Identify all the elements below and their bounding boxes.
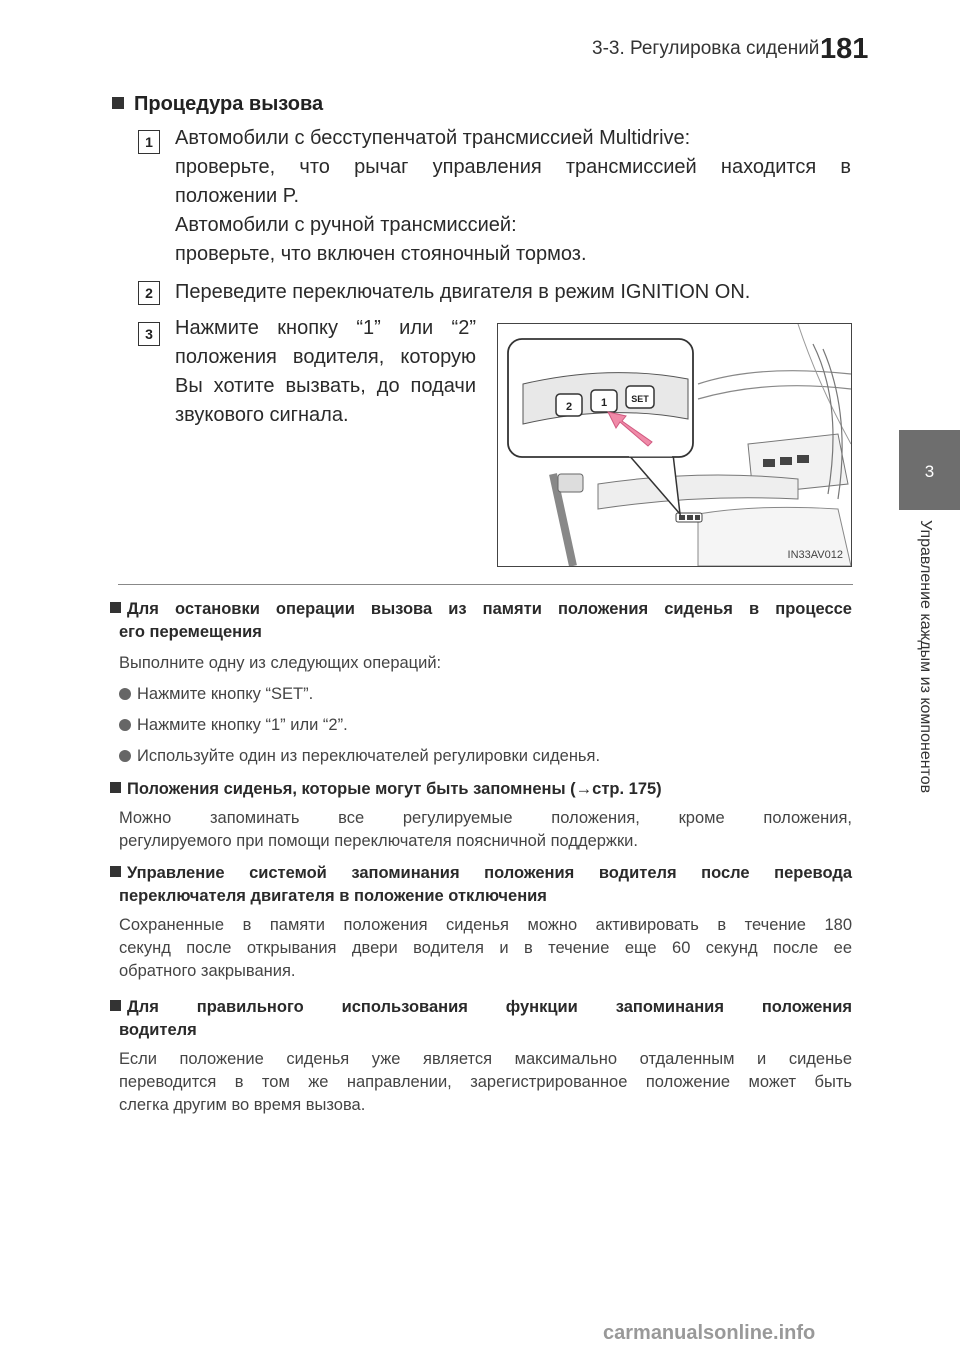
step-number-2: 2	[138, 281, 160, 305]
note-correct-use	[110, 996, 852, 1117]
chapter-title: Управление каждым из компонентов	[917, 520, 934, 794]
note-bullet: Нажмите кнопку “1” или “2”.	[110, 714, 852, 737]
chapter-number: 3	[924, 462, 935, 481]
step-3-line: Вы хотите вызвать, до подачи	[175, 375, 476, 397]
section-divider	[118, 584, 853, 585]
note-square-icon	[110, 782, 121, 793]
arrow-icon: →	[575, 780, 593, 798]
note-heading: его перемещения	[119, 623, 262, 641]
step-2-line: Переведите переключатель двигателя в режим IGNITION ON.	[175, 281, 751, 303]
step-1-text	[175, 124, 851, 269]
step-number-3: 3	[138, 322, 160, 346]
step-3-line: положения водителя, которую	[175, 346, 476, 368]
door-panel-drawing	[498, 324, 851, 566]
step-3-line: Нажмите кнопку “1” или “2”	[175, 317, 476, 339]
note-text: переводится в том же направлении, зарегистрированное положение может быть	[119, 1073, 852, 1091]
memory-button-set: SET	[631, 394, 649, 404]
step-1-line: Автомобили с ручной трансмиссией:	[175, 214, 517, 236]
note-text: регулируемого при помощи переключателя поясничной поддержки.	[119, 832, 638, 850]
memory-button-2: 2	[565, 401, 573, 413]
note-after-switch-off	[110, 862, 852, 983]
note-heading: переключателя двигателя в положение отключения	[119, 887, 547, 905]
step-number-1: 1	[138, 130, 160, 154]
illustration-code: IN33AV012	[787, 549, 843, 561]
note-text: обратного закрывания.	[119, 962, 296, 980]
page-number: 181	[820, 33, 869, 65]
bullet-icon	[119, 750, 131, 762]
step-1-line: проверьте, что рычаг управления трансмиссией находится в	[175, 156, 851, 178]
step-1-line: проверьте, что включен стояночный тормоз.	[175, 243, 587, 265]
step-1-line: Автомобили с бесступенчатой трансмиссией Multidrive:	[175, 127, 691, 149]
note-heading: Положения сиденья, которые могут быть запомнены (→стр. 175)	[110, 778, 852, 801]
procedure-title: Процедура вызова	[134, 93, 324, 115]
memory-button-1: 1	[600, 397, 608, 409]
note-square-icon	[110, 866, 121, 877]
note-text: слегка другим во время вызова.	[119, 1096, 366, 1114]
note-text: Сохраненные в памяти положения сиденья можно активировать в течение 180	[119, 916, 852, 934]
step-2-text	[175, 278, 851, 307]
note-heading: Управление системой запоминания положения водителя после перевода	[110, 862, 852, 885]
note-text: секунд после открывания двери водителя и в течение еще 60 секунд после ее	[119, 939, 852, 957]
note-heading: Для правильного использования функции запоминания положения	[110, 996, 852, 1019]
step-3-text	[175, 314, 476, 430]
section-title: 3-3. Регулировка сидений	[592, 38, 820, 59]
note-text: Выполните одну из следующих операций:	[119, 654, 442, 672]
note-bullet: Используйте один из переключателей регулировки сиденья.	[110, 745, 852, 768]
note-stop-recall	[110, 598, 852, 768]
watermark: carmanualsonline.info	[603, 1322, 816, 1344]
note-heading: Для остановки операции вызова из памяти положения сиденья в процессе	[110, 598, 852, 621]
bullet-icon	[119, 719, 131, 731]
note-square-icon	[110, 1000, 121, 1011]
note-square-icon	[110, 602, 121, 613]
bullet-icon	[119, 688, 131, 700]
memory-buttons-illustration	[497, 323, 852, 567]
note-text: Если положение сиденья уже является максимально отдаленным и сиденье	[119, 1050, 852, 1068]
note-heading: водителя	[119, 1021, 197, 1039]
note-bullet: Нажмите кнопку “SET”.	[110, 683, 852, 706]
note-text: Можно запоминать все регулируемые положения, кроме положения,	[119, 809, 852, 827]
step-1-line: положении P.	[175, 185, 300, 207]
step-3-line: звукового сигнала.	[175, 404, 349, 426]
note-memorized-positions	[110, 778, 852, 853]
procedure-heading	[112, 93, 323, 116]
heading-square-icon	[112, 97, 124, 109]
